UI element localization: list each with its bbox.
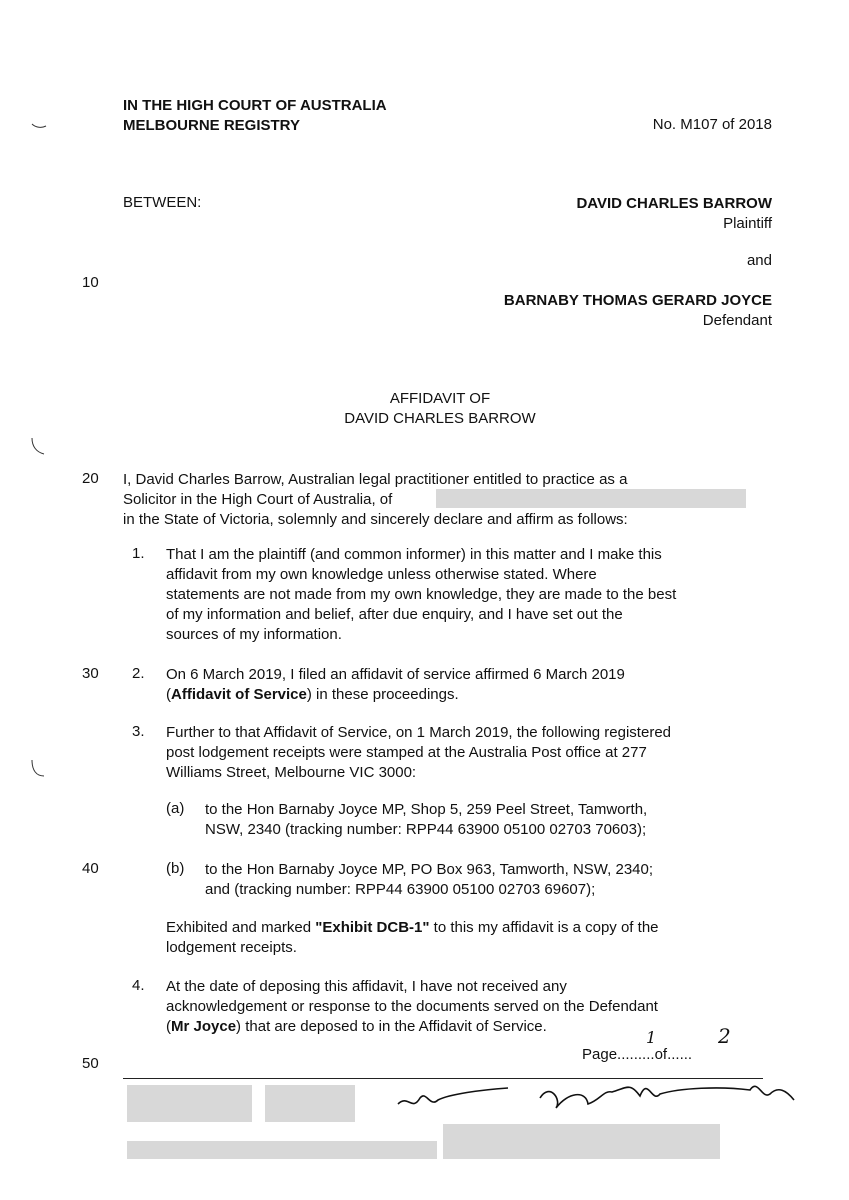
- court-name: IN THE HIGH COURT OF AUSTRALIA: [123, 97, 387, 114]
- signature-scrawls: [390, 1060, 810, 1120]
- between-label: BETWEEN:: [123, 194, 202, 211]
- defendant-name: BARNABY THOMAS GERARD JOYCE: [503, 292, 772, 309]
- line-number-30: 30: [82, 665, 99, 682]
- item-1-number: 1.: [132, 545, 145, 562]
- item-4-text: At the date of deposing this affidavit, I have not received any acknowledgement or response to the documents served on the Defendant (Mr Joyce) that are deposed to in the Affidavit of Service.: [166, 978, 658, 1035]
- item-3-text: Further to that Affidavit of Service, on 1 March 2019, the following registered post lodgement receipts were stamped at the Australia Post office at 277 Williams Street, Melbourne VIC 3000:: [166, 724, 671, 781]
- and-label: and: [746, 252, 772, 269]
- item-4-number: 4.: [132, 977, 145, 994]
- page-counter: Page.........of......: [582, 1046, 693, 1063]
- handwritten-page-total: 2: [718, 1024, 731, 1048]
- redacted-block-2: [265, 1085, 355, 1122]
- sub-item-b-text: to the Hon Barnaby Joyce MP, PO Box 963, Tamworth, NSW, 2340; and (tracking number: RPP44 63900 05100 02703 69607);: [205, 861, 654, 898]
- line-number-50: 50: [82, 1055, 99, 1072]
- deponent-signature: [540, 1086, 794, 1108]
- line-number-10: 10: [82, 274, 99, 291]
- defendant-role: Defendant: [702, 312, 772, 329]
- exhibit-paragraph: Exhibited and marked "Exhibit DCB-1" to this my affidavit is a copy of the lodgement receipts.: [166, 919, 659, 956]
- plaintiff-name: DAVID CHARLES BARROW: [576, 195, 772, 212]
- intro-paragraph: I, David Charles Barrow, Australian legal practitioner entitled to practice as a Solicitor in the High Court of Australia, of in the State of Victoria, solemnly and sincerely declare and affirm as follows:: [123, 471, 628, 528]
- affidavit-title: AFFIDAVIT OF: [389, 390, 491, 407]
- handwritten-page-number: 1: [646, 1028, 657, 1047]
- sub-item-a-label: (a): [166, 800, 185, 817]
- scan-margin-marks: [28, 120, 48, 790]
- redacted-block-1: [127, 1085, 252, 1122]
- sub-item-b-label: (b): [166, 860, 185, 877]
- redacted-block-3: [127, 1141, 437, 1159]
- plaintiff-role: Plaintiff: [723, 215, 772, 232]
- item-2-number: 2.: [132, 665, 145, 682]
- line-number-20: 20: [82, 470, 99, 487]
- item-1-text: That I am the plaintiff (and common informer) in this matter and I make this affidavit from my own knowledge unless otherwise stated. Where statements are not made from my own knowledge, they are made to the best of my information and belief, after due enquiry, and I have set out the sources of my information.: [166, 546, 677, 643]
- registry-name: MELBOURNE REGISTRY: [123, 117, 300, 134]
- deponent-name: DAVID CHARLES BARROW: [344, 410, 536, 427]
- case-number: No. M107 of 2018: [652, 116, 772, 133]
- redacted-address: [436, 489, 746, 508]
- line-number-40: 40: [82, 860, 99, 877]
- witness-signature: [398, 1088, 508, 1104]
- redacted-block-4: [443, 1124, 720, 1159]
- item-3-number: 3.: [132, 723, 145, 740]
- sub-item-a-text: to the Hon Barnaby Joyce MP, Shop 5, 259 Peel Street, Tamworth, NSW, 2340 (tracking number: RPP44 63900 05100 02703 70603);: [205, 801, 648, 838]
- item-2-text: On 6 March 2019, I filed an affidavit of service affirmed 6 March 2019 (Affidavit of Service) in these proceedings.: [166, 666, 625, 703]
